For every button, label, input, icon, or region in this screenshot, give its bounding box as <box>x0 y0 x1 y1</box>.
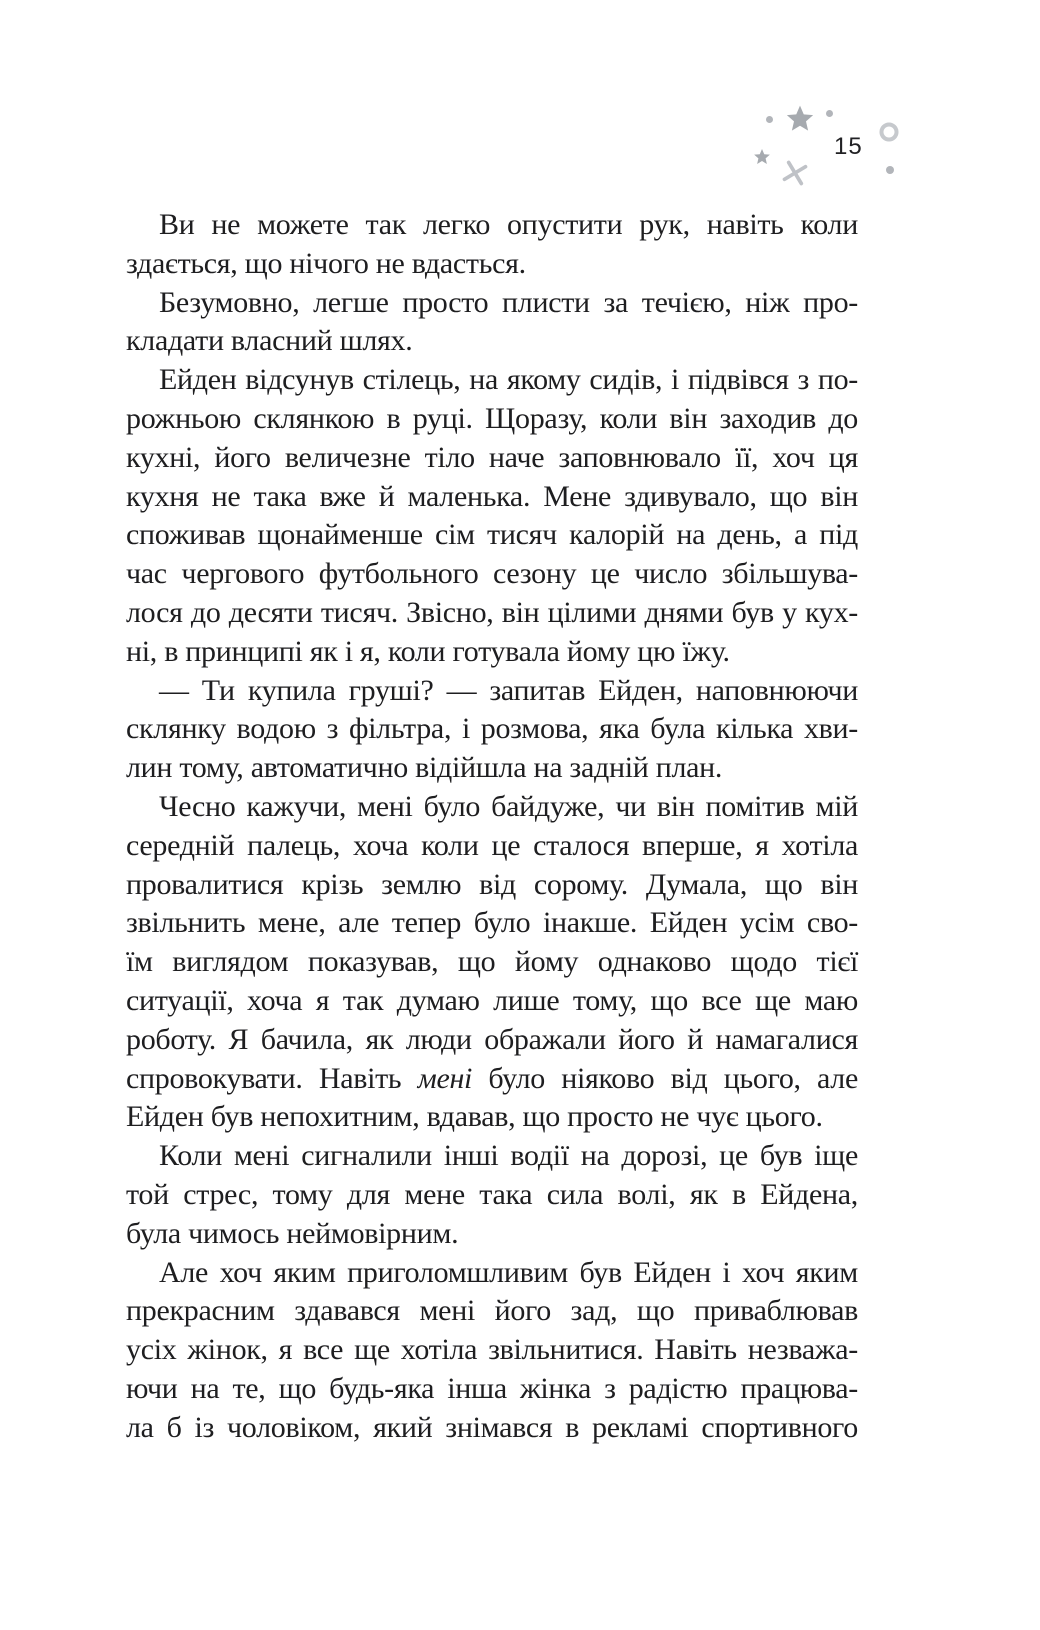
text-line: кухні, його величезне тіло наче заповнювало її, хоч ця <box>126 440 858 474</box>
text-line: лося до десяти тисяч. Звісно, він цілими днями був у кух- <box>126 595 858 629</box>
text-line: Коли мені сигналили інші водії на дорозі, це був іще <box>159 1139 858 1173</box>
star-large-icon <box>785 104 815 134</box>
text-line: середній палець, хоча коли це сталося вперше, я хотіла <box>126 828 858 862</box>
text-line: рожньою склянкою в руці. Щоразу, коли він заходив до <box>126 401 858 435</box>
text-line: роботу. Я бачила, як люди ображали його й намагалися <box>126 1022 858 1056</box>
header-ornament <box>0 0 1040 200</box>
text-line: — Ти купила груші? — запитав Ейден, наповнюючи <box>159 673 858 707</box>
text-line: здається, що нічого не вдасться. <box>126 246 526 280</box>
text-line: була чимось неймовірним. <box>126 1216 459 1250</box>
text-line: кухня не така вже й маленька. Мене здивувало, що він <box>126 479 858 513</box>
page-number: 15 <box>834 133 863 160</box>
text-line: склянку водою з фільтра, і розмова, яка була кілька хви- <box>126 712 858 746</box>
text-line: Але хоч яким приголомшливим був Ейден і хоч яким <box>159 1255 858 1289</box>
text-line: прекрасним здавався мені його зад, що приваблював <box>126 1294 858 1328</box>
text-line: ючи на те, що будь-яка інша жінка з радістю працюва- <box>126 1371 858 1405</box>
text-line: звільнить мене, але тепер було інакше. Ейден усім сво- <box>126 906 858 940</box>
text-line: той стрес, тому для мене така сила волі, як в Ейдена, <box>126 1177 858 1211</box>
star-small-icon <box>753 148 771 166</box>
ring-icon <box>878 121 900 143</box>
text-line: Чесно кажучи, мені було байдуже, чи він помітив мій <box>159 789 858 823</box>
dot-icon <box>766 116 773 123</box>
text-line: лин тому, автоматично відійшла на задній план. <box>126 751 723 785</box>
text-line: час чергового футбольного сезону це число збільшува- <box>126 557 858 591</box>
text-line: споживав щонайменше сім тисяч калорій на день, а під <box>126 518 858 552</box>
text-line: провалитися крізь землю від сорому. Думала, що він <box>126 867 858 901</box>
text-block <box>126 206 858 1448</box>
text-line: Безумовно, легше просто плисти за течією, ніж про- <box>159 285 858 319</box>
text-line: спровокувати. Навіть мені було ніяково від цього, але <box>126 1061 858 1095</box>
text-line: ситуації, хоча я так думаю лише тому, що все ще маю <box>126 983 858 1017</box>
cross-icon <box>779 157 811 189</box>
text-line: Ви не можете так легко опустити рук, навіть коли <box>159 208 858 241</box>
text-line: ла б із чоловіком, який знімався в рекламі спортивного <box>126 1410 858 1444</box>
text-line: усіх жінок, я все ще хотіла звільнитися. Навіть незважа- <box>126 1333 858 1367</box>
text-line: кладати власний шлях. <box>126 324 413 358</box>
text-line: їм виглядом показував, що йому однаково щодо тієї <box>126 945 858 979</box>
text-line: Ейден відсунув стілець, на якому сидів, і підвівся з по- <box>159 363 858 397</box>
text-line: Ейден був непохитним, вдавав, що просто не чує цього. <box>126 1100 823 1134</box>
dot-icon <box>826 110 833 117</box>
dot-icon <box>886 166 894 174</box>
text-line: ні, в принципі як і я, коли готувала йому цю їжу. <box>126 634 730 668</box>
